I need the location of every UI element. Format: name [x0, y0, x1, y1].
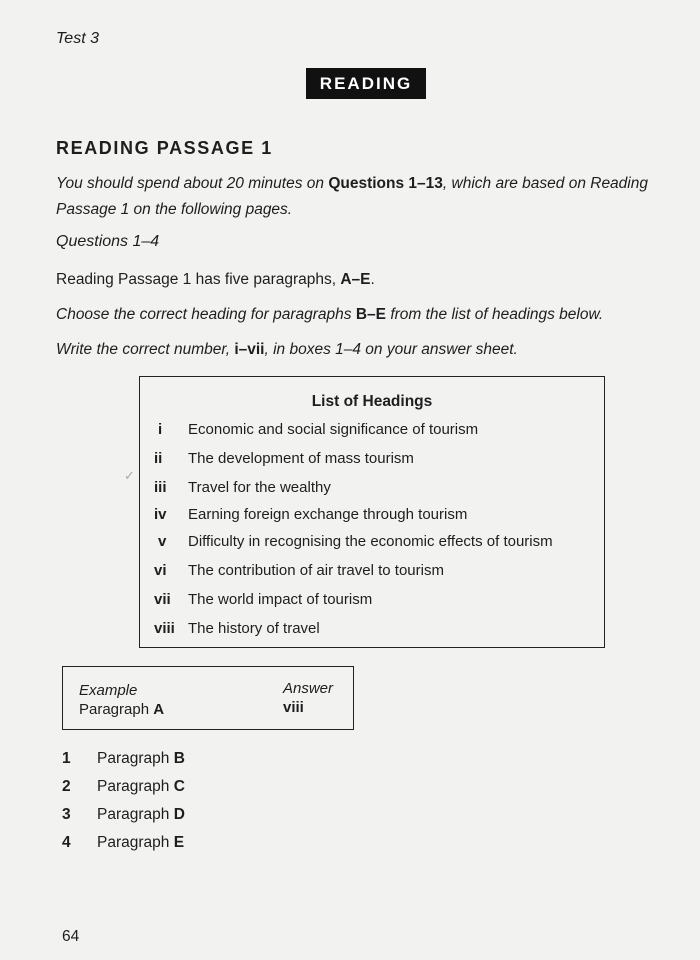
- example-paragraph-word: Paragraph: [79, 701, 154, 718]
- question-letter: D: [173, 806, 185, 823]
- pencil-mark-icon: ✓: [124, 468, 135, 483]
- heading-numeral: v: [158, 533, 167, 550]
- example-box: [62, 666, 354, 730]
- example-paragraph: [79, 701, 164, 718]
- instruction-2-post: from the list of headings below.: [386, 306, 604, 323]
- question-word: Paragraph: [97, 806, 174, 823]
- instruction-3-bold: i–vii: [234, 341, 265, 358]
- heading-text: Travel for the wealthy: [188, 479, 331, 496]
- intro-instruction: [56, 171, 676, 223]
- question-word: Paragraph: [97, 750, 174, 767]
- page-number: 64: [62, 928, 80, 945]
- question-item: [62, 805, 185, 825]
- question-number: 2: [62, 778, 71, 795]
- heading-text: The development of mass tourism: [188, 450, 414, 467]
- heading-text: Economic and social significance of tourism: [188, 421, 479, 438]
- questions-label: Questions 1–4: [56, 233, 160, 250]
- instruction-2-bold: B–E: [355, 306, 387, 323]
- example-paragraph-letter: A: [153, 701, 165, 718]
- heading-numeral: iv: [154, 506, 167, 523]
- intro-text-post: , which are based on Reading Passage 1 on the following pages.: [56, 175, 648, 218]
- section-banner: READING: [306, 68, 426, 99]
- instruction-choose-heading: [56, 305, 603, 325]
- heading-numeral: vi: [154, 562, 167, 579]
- question-item: [62, 833, 184, 853]
- question-word: Paragraph: [97, 778, 174, 795]
- heading-numeral: iii: [154, 479, 167, 496]
- instruction-1-post: .: [370, 271, 375, 288]
- answer-value: viii: [283, 699, 304, 716]
- list-of-headings-box: [139, 376, 605, 648]
- heading-item: [154, 590, 372, 610]
- example-label: Example: [79, 682, 138, 699]
- question-item: [62, 749, 185, 769]
- intro-text-pre: You should spend about 20 minutes on: [56, 175, 329, 192]
- running-head: Test 3: [56, 30, 99, 47]
- heading-item: [154, 505, 467, 525]
- heading-numeral: ii: [154, 450, 163, 467]
- question-word: Paragraph: [97, 834, 174, 851]
- heading-item: [154, 449, 414, 469]
- heading-item: [154, 478, 331, 498]
- passage-title: READING PASSAGE 1: [56, 138, 273, 158]
- heading-text: The history of travel: [188, 620, 320, 637]
- intro-text-bold: Questions 1–13: [328, 175, 443, 192]
- question-number: 4: [62, 834, 71, 851]
- question-number: 3: [62, 806, 71, 823]
- instruction-paragraphs: [56, 270, 375, 290]
- question-letter: E: [173, 834, 185, 851]
- instruction-3-pre: Write the correct number,: [56, 341, 235, 358]
- instruction-3-post: , in boxes 1–4 on your answer sheet.: [264, 341, 518, 358]
- heading-item: [154, 420, 478, 440]
- heading-item: [154, 619, 320, 639]
- question-letter: B: [173, 750, 185, 767]
- instruction-2-pre: Choose the correct heading for paragraphs: [56, 306, 356, 323]
- heading-text: The world impact of tourism: [188, 591, 373, 608]
- heading-numeral: i: [158, 421, 163, 438]
- heading-item: [154, 532, 553, 552]
- heading-text: Difficulty in recognising the economic effects of tourism: [188, 533, 553, 550]
- question-letter: C: [173, 778, 185, 795]
- headings-title: List of Headings: [311, 393, 433, 410]
- instruction-1-bold: A–E: [340, 271, 371, 288]
- heading-text: The contribution of air travel to tourism: [188, 562, 444, 579]
- instruction-write-number: [56, 340, 518, 360]
- heading-item: [154, 561, 444, 581]
- heading-numeral: viii: [154, 620, 175, 637]
- instruction-1-pre: Reading Passage 1 has five paragraphs,: [56, 271, 341, 288]
- answer-label: Answer: [283, 680, 334, 697]
- question-number: 1: [62, 750, 71, 767]
- heading-numeral: vii: [154, 591, 171, 608]
- heading-text: Earning foreign exchange through tourism: [188, 506, 468, 523]
- question-item: [62, 777, 185, 797]
